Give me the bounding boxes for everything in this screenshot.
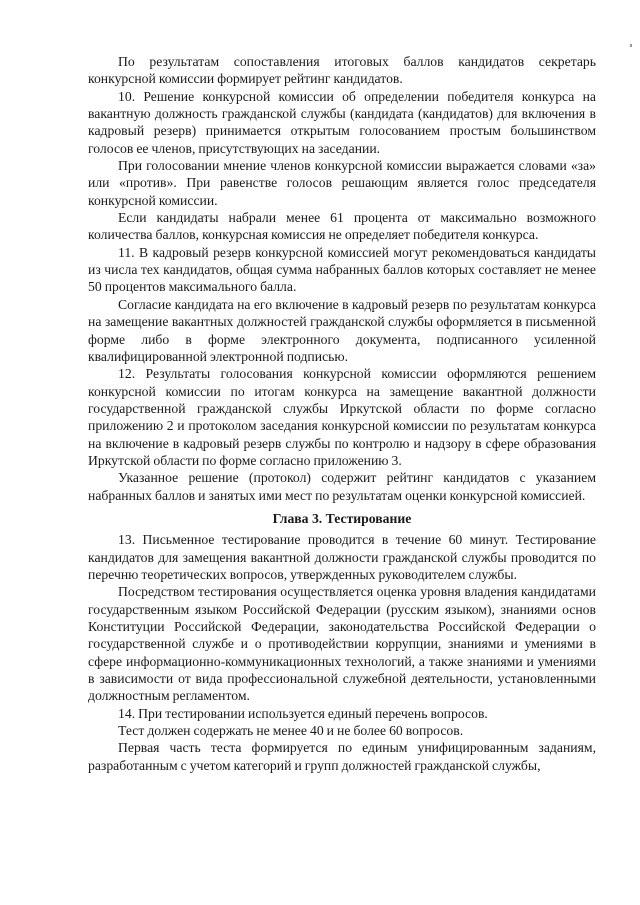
paragraph: 12. Результаты голосования конкурсной комиссии оформляются решением конкурсной комиссии по итогам конкурса на замещение вакантной должности государственной гражданской службы Иркутской области по форме согласно приложению 2 и протоколом заседания конкурсной комиссии по результатам конкурса на включение в кадровый резерв службы по контролю и надзору в сфере образования Иркутской области по форме согласно приложению 3. [88,366,596,468]
paragraph: 11. В кадровый резерв конкурсной комиссией могут рекомендоваться кандидаты из числа тех кандидатов, общая сумма набранных баллов которых составляет не менее 50 процентов максимального балла. [88,244,596,295]
paragraph: При голосовании мнение членов конкурсной комиссии выражается словами «за» или «против». При равенстве голосов решающим является голос председателя конкурсной комиссии. [88,158,596,208]
paragraph: 14. При тестировании используется единый перечень вопросов. [118,705,488,721]
paragraph: Первая часть теста формируется по единым унифицированным заданиям, разработанным с учетом категорий и групп должностей гражданской службы, [88,740,596,773]
paragraph: Указанное решение (протокол) содержит рейтинг кандидатов с указанием набранных баллов и занятых ими мест по результатам оценки конкурсной комиссией. [88,470,596,503]
paragraph: По результатам сопоставления итоговых баллов кандидатов секретарь конкурсной комиссии формирует рейтинг кандидатов. [88,54,596,87]
paragraph: Тест должен содержать не менее 40 и не более 60 вопросов. [118,723,464,739]
paragraph: Посредством тестирования осуществляется оценка уровня владения кандидатами государственным языком Российской Федерации (русским языком), знаниями основ Конституции Российской Федерации, законодательства Российской Федерации о государственной службе и о противодействии коррупции, знаниями и умениями в сфере информационно-коммуникационных технологий, а также знаниями и умениями в зависимости от вида профессиональной служебной деятельности, установленными должностным регламентом. [88,584,596,704]
chapter-heading: Глава 3. Тестирование [272,510,412,526]
paragraph: 13. Письменное тестирование проводится в течение 60 минут. Тестирование кандидатов для замещения вакантной должности гражданской службы проводится по перечню теоретических вопросов, утвержденных руководителем службы. [88,532,596,582]
paragraph: 10. Решение конкурсной комиссии об определении победителя конкурса на вакантную должность гражданской службы (кандидата (кандидатов) для включения в кадровый резерв) принимается открытым голосованием простым большинством голосов ее членов, присутствующих на заседании. [88,88,596,156]
paragraph: Если кандидаты набрали менее 61 процента от максимально возможного количества баллов, конкурсная комиссия не определяет победителя конкурса. [88,210,596,243]
document-body [88,53,596,774]
margin-mark [630,44,632,47]
paragraph: Согласие кандидата на его включение в кадровый резерв по результатам конкурса на замещение вакантных должностей гражданской службы оформляется в письменной форме либо в форме электронного документа, подписанного усиленной квалифицированной электронной подписью. [88,296,596,364]
